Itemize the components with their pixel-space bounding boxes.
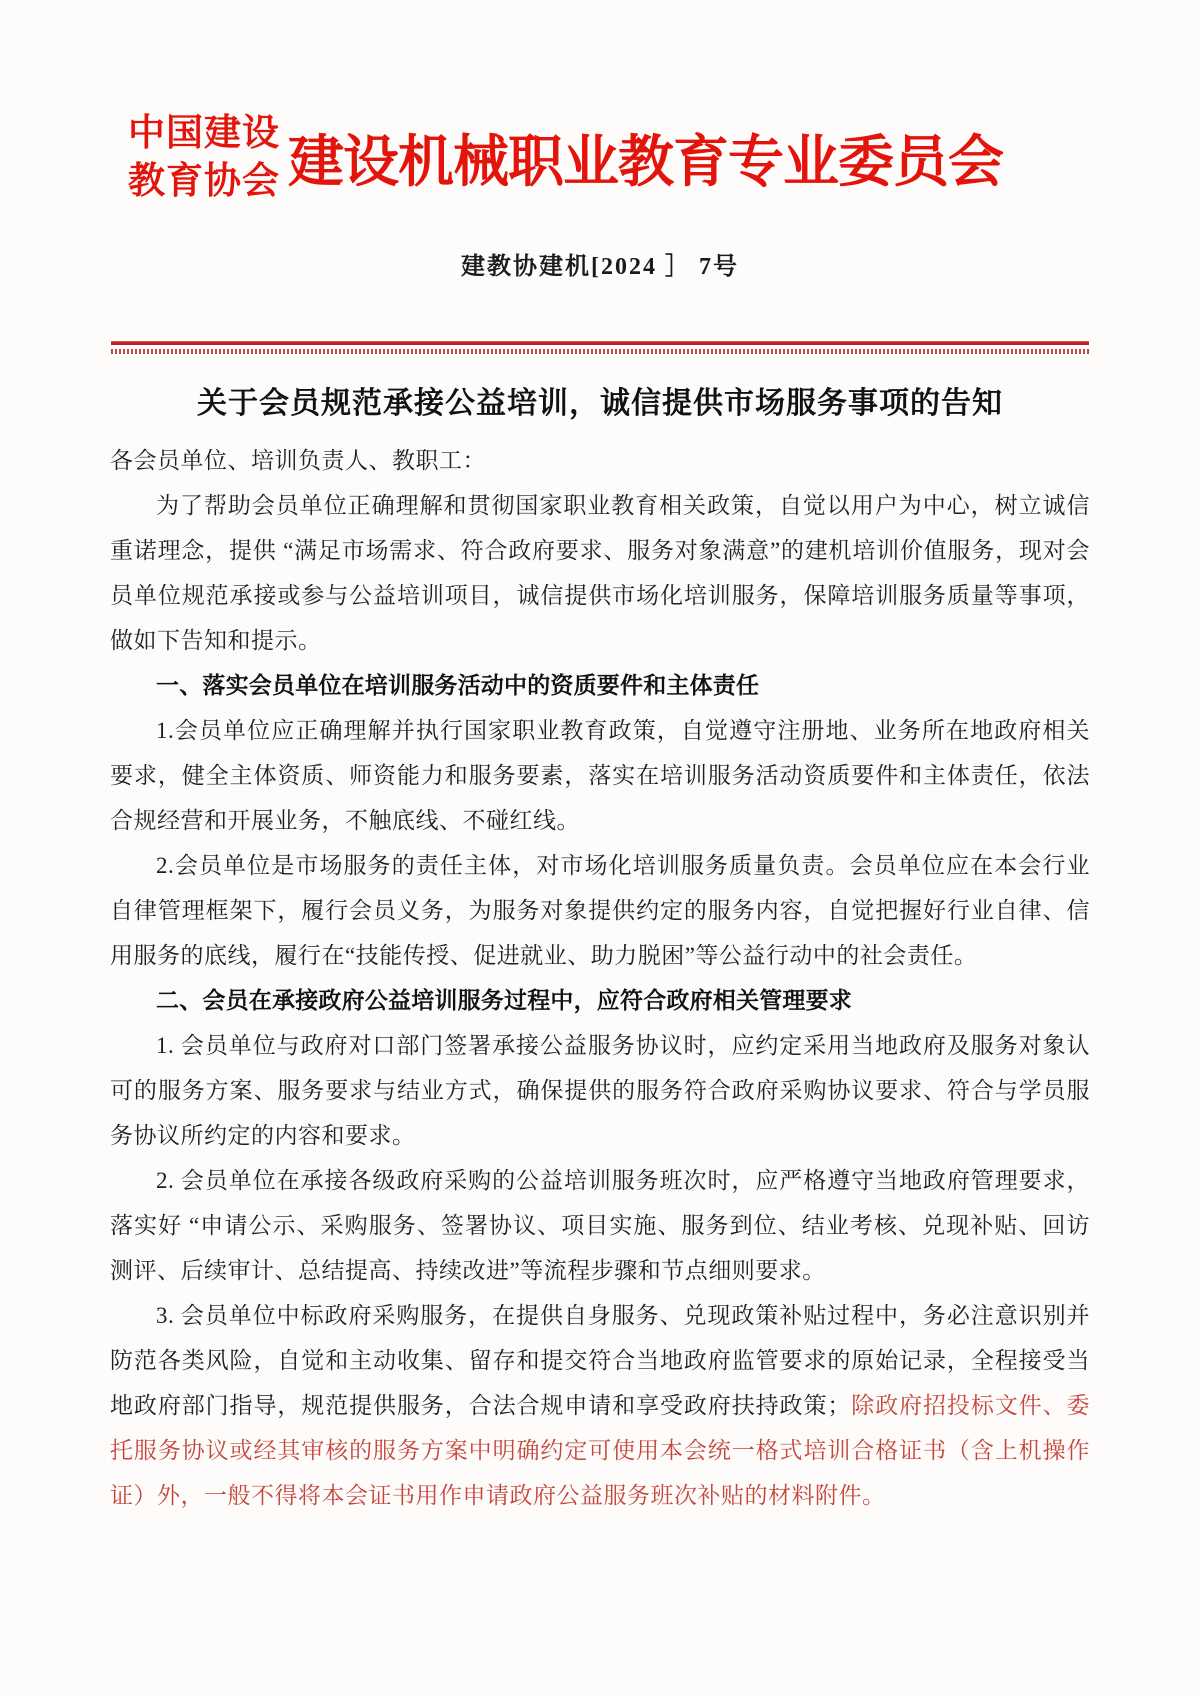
association-logo-line2: 教育协会 — [128, 161, 280, 202]
document-number: 建教协建机[2024 ］ 7号 — [461, 254, 739, 280]
letterhead — [0, 0, 1200, 206]
section1-paragraph2: 2.会员单位是市场服务的责任主体，对市场化培训服务质量负责。会员单位应在本会行业自律管理框架下，履行会员义务，为服务对象提供约定的服务内容，自觉把握好行业自律、信用服务的底线，履行在“技能传授、促进就业、助力脱困”等公益行动中的社会责任。 — [110, 853, 1090, 968]
section2-heading: 二、会员在承接政府公益培训服务过程中，应符合政府相关管理要求 — [156, 987, 852, 1013]
committee-name: 建设机械职业教育专业委员会 — [288, 132, 1003, 194]
separator-solid-line — [111, 341, 1089, 345]
section2-paragraph2: 2. 会员单位在承接各级政府采购的公益培训服务班次时，应严格遵守当地政府管理要求，落实好 “申请公示、采购服务、签署协议、项目实施、服务到位、结业考核、兑现补贴、回访测评、后续审计、总结提高、持续改进”等流程步骤和节点细则要求。 — [110, 1168, 1090, 1283]
section1-heading: 一、落实会员单位在培训服务活动中的资质要件和主体责任 — [156, 672, 760, 698]
red-separator-line — [111, 341, 1089, 354]
section2-paragraph1: 1. 会员单位与政府对口部门签署承接公益服务协议时，应约定采用当地政府及服务对象认可的服务方案、服务要求与结业方式，确保提供的服务符合政府采购协议要求、符合与学员服务协议所约定的内容和要求。 — [110, 1033, 1090, 1148]
paragraph3-red-run: 除政府招投标文件、委托服务协议或经其审核的服务方案中明确约定可使用本会统一格式培训合格证书（含上机操作证）外，一般不得将本会证书用作申请政府公益服务班次补贴的材料附件。 — [110, 1393, 1091, 1508]
association-logo-line1: 中国建设 — [128, 113, 280, 154]
paragraph3-black-run: 3. 会员单位中标政府采购服务，在提供自身服务、兑现政策补贴过程中，务必注意识别并防范各类风险，自觉和主动收集、留存和提交符合当地政府监管要求的原始记录，全程接受当地政府部门指导，规范提供服务，合法合规申请和享受政府扶持政策； — [110, 1303, 1090, 1418]
section2-paragraph3 — [110, 1293, 1090, 1518]
document-body — [110, 438, 1090, 1518]
separator-dotted-line — [111, 349, 1089, 354]
page-title: 关于会员规范承接公益培训，诚信提供市场服务事项的告知 — [197, 387, 1003, 420]
salutation: 各会员单位、培训负责人、教职工： — [110, 448, 486, 473]
section1-paragraph1: 1.会员单位应正确理解并执行国家职业教育政策，自觉遵守注册地、业务所在地政府相关要求，健全主体资质、师资能力和服务要素，落实在培训服务活动资质要件和主体责任，依法合规经营和开展业务，不触底线、不碰红线。 — [110, 718, 1090, 833]
association-logo — [128, 110, 280, 206]
intro-paragraph: 为了帮助会员单位正确理解和贯彻国家职业教育相关政策，自觉以用户为中心，树立诚信重诺理念，提供 “满足市场需求、符合政府要求、服务对象满意”的建机培训价值服务，现对会员单位规范承接或参与公益培训项目，诚信提供市场化培训服务，保障培训服务质量等事项，做如下告知和提示。 — [110, 493, 1090, 653]
